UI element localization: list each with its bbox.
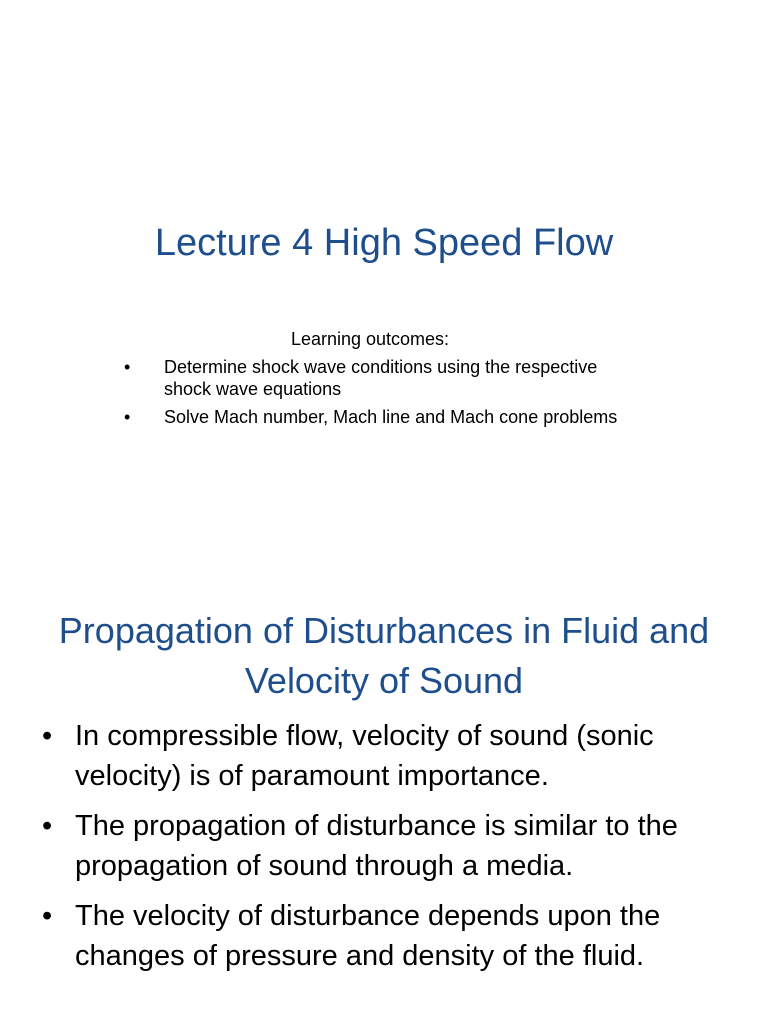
- learning-outcomes: [110, 328, 630, 434]
- bullet-icon: •: [42, 810, 53, 842]
- list-item: [38, 716, 728, 796]
- bullet-icon: •: [42, 720, 53, 752]
- outcome-text: Determine shock wave conditions using the respective shock wave equations: [164, 357, 598, 399]
- bullet-icon: •: [124, 407, 131, 427]
- list-item-text: The propagation of disturbance is similar to the propagation of sound through a media.: [75, 810, 678, 882]
- bullet-icon: •: [42, 900, 53, 932]
- list-item-text: The velocity of disturbance depends upon the changes of pressure and density of the fluid.: [75, 900, 661, 972]
- outcome-item: [110, 406, 630, 428]
- slide-title: Propagation of Disturbances in Fluid and Velocity of Sound: [58, 610, 710, 701]
- bullet-list: [38, 716, 728, 986]
- list-item-text: In compressible flow, velocity of sound (sonic velocity) is of paramount importance.: [75, 720, 654, 792]
- list-item: [38, 896, 728, 976]
- learning-outcomes-heading: Learning outcomes:: [290, 329, 450, 349]
- list-item: [38, 806, 728, 886]
- bullet-icon: •: [124, 357, 131, 377]
- slide-propagation: [0, 576, 768, 1024]
- lecture-title: Lecture 4 High Speed Flow: [154, 222, 614, 264]
- outcome-text: Solve Mach number, Mach line and Mach cone problems: [164, 407, 618, 427]
- outcome-item: [110, 356, 630, 400]
